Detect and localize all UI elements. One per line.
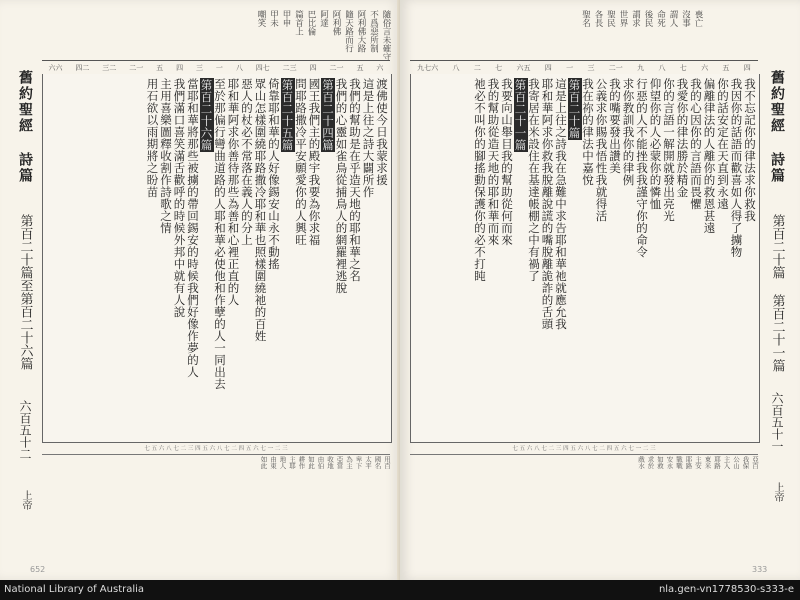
footnote: 如此	[307, 456, 315, 469]
top-note: 謂人	[668, 10, 678, 27]
footnote: 公山	[732, 456, 740, 469]
psalm-heading	[514, 78, 526, 438]
top-note: 隨俗言未確守	[381, 10, 391, 61]
header-number: 九七六	[417, 64, 439, 72]
left-folio: 652	[30, 565, 46, 574]
text-column: 我寄居在米設住在基達帳棚之中有禍了	[527, 78, 541, 282]
footnote: 卑下	[354, 456, 363, 469]
right-page	[400, 0, 800, 580]
footnote: 主入	[722, 456, 731, 469]
psalm-heading-label: 第百二十五篇	[280, 79, 295, 151]
book-title-right: 舊約聖經 詩篇	[769, 70, 785, 184]
text-column: 這是上往之詩我在急難中求告耶和華祂就應允我	[554, 78, 568, 330]
text-column: 公義求你賜我悟性我就得活	[594, 78, 609, 222]
right-lower-bar: 七 五 六 八 七 二 三 四 五 六 八 七 二 四 五 六 七 一 二 三	[410, 444, 758, 455]
text-column: 求你教訓我你的律例	[621, 78, 636, 186]
text-column: 我的嘴要發出讚美	[608, 78, 622, 174]
page-number-right: 六百五十一	[770, 392, 784, 452]
header-number: 一	[215, 64, 223, 72]
footnote: 戲水	[637, 456, 645, 469]
footer-library: National Library of Australia	[4, 584, 145, 595]
header-number: 二一	[608, 64, 623, 72]
top-note: 阿利佛	[331, 10, 341, 36]
header-number: 三二	[102, 64, 117, 72]
psalm-heading	[322, 78, 334, 438]
header-number: 六	[701, 64, 709, 72]
footnote: 亞當	[335, 456, 344, 469]
footnote: 主耶	[288, 456, 296, 469]
text-column: 至於那偏行彎曲道路的人耶和華必使他和作孽的人一同出去	[213, 78, 227, 390]
left-sidebar	[10, 70, 40, 510]
header-number: 八	[452, 64, 460, 72]
header-number: 四	[544, 64, 552, 72]
text-column: 主用喜樂圖釋收割作詩歌之情	[159, 78, 173, 234]
right-top-notes	[412, 10, 702, 27]
footnote: 國名	[373, 456, 382, 469]
text-column: 倚靠耶和華的人好像錫安山永不動搖	[267, 78, 281, 270]
psalm-heading	[200, 78, 212, 438]
footnote: 主安	[694, 456, 702, 469]
part-label: 上帝	[20, 490, 31, 510]
right-body	[410, 74, 760, 443]
psalm-heading-label: 第百二十六篇	[199, 79, 214, 151]
header-number: 三	[195, 64, 203, 72]
text-column: 我在祢的律法中嘉悅	[581, 78, 595, 186]
header-number: 二一	[129, 64, 144, 72]
text-column: 耶和華阿求你救我脫離說謊的嘴脫離詭詐的舌頭	[540, 78, 555, 330]
psalm-heading-label: 第百二十四篇	[321, 79, 335, 151]
text-column: 偏離律法的人離你的救恩甚遠	[702, 78, 717, 234]
left-body	[42, 74, 392, 443]
footnote: 由東	[269, 456, 277, 469]
chapter-range-right: 第百二十篇 第百二十一篇	[769, 214, 785, 372]
text-column: 我們滿口喜笑滿舌歡呼的時候外邦中就有人說	[172, 78, 187, 318]
psalm-heading-label: 第百二十一篇	[513, 79, 528, 151]
header-number: 六六	[48, 64, 63, 72]
footnote: 地人	[278, 456, 287, 469]
footnote: 求於	[646, 456, 655, 469]
psalm-heading	[281, 78, 293, 438]
footnote: 如救	[656, 456, 664, 469]
footnote: 安永	[665, 456, 674, 469]
header-number: 二	[473, 64, 481, 72]
header-number: 五	[356, 64, 364, 72]
top-note: 隨天路而行	[343, 10, 354, 53]
header-number: 七	[679, 64, 687, 72]
top-note: 嘲笑	[256, 10, 266, 27]
text-column: 問耶路撒冷平安願愛你的人興旺	[294, 78, 308, 246]
header-number: 七	[495, 64, 503, 72]
top-note: 篇首上	[293, 10, 304, 36]
top-note: 謂求	[630, 10, 641, 27]
header-number: 五	[156, 64, 164, 72]
top-note: 甲未	[268, 10, 279, 27]
text-column: 我因你的話語而歡喜如人得了擄物	[729, 78, 744, 258]
footnote: 太平	[364, 456, 372, 469]
header-number: 九	[637, 64, 645, 72]
top-note: 不爲惡所制	[368, 10, 379, 53]
footnote: 亞百	[751, 456, 759, 469]
footnote: 為主	[345, 456, 353, 469]
footnote: 用百	[383, 456, 391, 469]
psalm-heading-label: 第百二十篇	[567, 79, 582, 139]
footnote: 我保	[741, 456, 750, 469]
left-lower-bar: 七 五 六 八 七 二 三 四 五 六 八 七 二 四 五 六 七 一 二 三	[42, 444, 390, 455]
text-column: 我們的幫助是在乎造天地的耶和華之名	[348, 78, 362, 282]
header-number: 二一	[329, 64, 344, 72]
header-number: 四	[176, 64, 184, 72]
header-number: 四七	[255, 64, 270, 72]
header-number: 六五	[516, 64, 531, 72]
header-number: 四	[743, 64, 751, 72]
header-number: 四二	[75, 64, 90, 72]
footnote: 耶路	[713, 456, 721, 469]
text-column: 行惡的人不能挫我我謹守你的命令	[635, 78, 649, 258]
text-column: 我愛你的律法勝於精金	[675, 78, 690, 198]
psalm-heading	[568, 78, 580, 438]
page-number: 六百五十二	[18, 400, 32, 460]
chapter-range: 第百二十篇至第百二十六篇	[17, 214, 33, 370]
header-number: 八	[658, 64, 666, 72]
footnote: 耶路	[684, 456, 693, 469]
text-column: 國王我們主的殿宇我要為你求福	[307, 78, 322, 246]
footer-bar	[0, 580, 800, 600]
top-note: 命死	[655, 10, 666, 27]
footer-identifier: nla.gen-vn1778530-s333-e	[658, 584, 794, 595]
footnote: 東米	[703, 456, 712, 469]
top-note: 各長	[593, 10, 603, 27]
footnote: 收地	[326, 456, 334, 469]
right-folio: 333	[752, 565, 768, 574]
top-note: 世界	[618, 10, 628, 27]
text-column: 我的幫助從造天地的耶和華而來	[486, 78, 501, 246]
header-number: 四	[309, 64, 317, 72]
footnote: 耕作	[297, 456, 306, 469]
top-note: 阿達	[318, 10, 329, 27]
text-column: 渡佛使今日我蒙求援	[375, 78, 389, 186]
text-column: 你的言語一解開就發出亮光	[662, 78, 676, 222]
text-column: 當耶和華將那些被擄的帶回錫安的時候我們好像作夢的人	[186, 78, 200, 378]
header-number: 一	[566, 64, 574, 72]
top-note: 巴比倫	[306, 10, 316, 36]
header-number: 六	[376, 64, 384, 72]
part-label-right: 上帝	[772, 482, 783, 502]
text-column: 我們的心靈如雀鳥從捕鳥人的網羅裡逃脫	[334, 78, 349, 294]
header-number: 八	[235, 64, 243, 72]
text-column: 我不忘記你的律法求你救我	[743, 78, 757, 222]
text-column: 惡人的杖必不常落在義人的分上	[240, 78, 254, 246]
text-column: 我要向山舉目我的幫助從何而來	[500, 78, 514, 246]
top-note: 聖名	[580, 10, 591, 27]
header-number: 五	[722, 64, 730, 72]
footnote: 如此	[259, 456, 268, 469]
left-top-notes	[100, 10, 390, 61]
text-column: 耶和華阿求你善待那些為善和心裡正直的人	[226, 78, 241, 306]
header-number: 二三	[282, 64, 297, 72]
text-column: 眾山怎樣圍繞耶路撒冷耶和華也照樣圍繞祂的百姓	[253, 78, 268, 342]
text-column: 祂必不叫你的腳搖動保護你的必不打盹	[473, 78, 487, 282]
top-note: 阿利佛大路	[356, 10, 366, 53]
right-lower-notes	[410, 456, 758, 566]
top-note: 後民	[643, 10, 653, 27]
footnote: 由伯	[316, 456, 325, 469]
text-column: 我的心因你的言語而畏懼	[689, 78, 703, 210]
text-column: 仰望你的人必蒙你的憐恤	[648, 78, 663, 210]
top-note: 沒事	[680, 10, 691, 27]
top-note: 喪亡	[693, 10, 703, 27]
book-title: 舊約聖經 詩篇	[17, 70, 33, 184]
left-lower-notes	[42, 456, 390, 566]
footnote: 戰戰	[675, 456, 683, 469]
text-column: 用石欲以雨期將之盼苗	[145, 78, 160, 198]
top-note: 甲申	[281, 10, 291, 27]
text-column: 你的話安定在天直到永遠	[716, 78, 730, 210]
header-number: 三	[587, 64, 595, 72]
left-page	[0, 0, 400, 580]
right-sidebar	[762, 70, 792, 502]
text-column: 這是上往之詩大闢所作	[361, 78, 376, 198]
top-note: 聖民	[605, 10, 616, 27]
